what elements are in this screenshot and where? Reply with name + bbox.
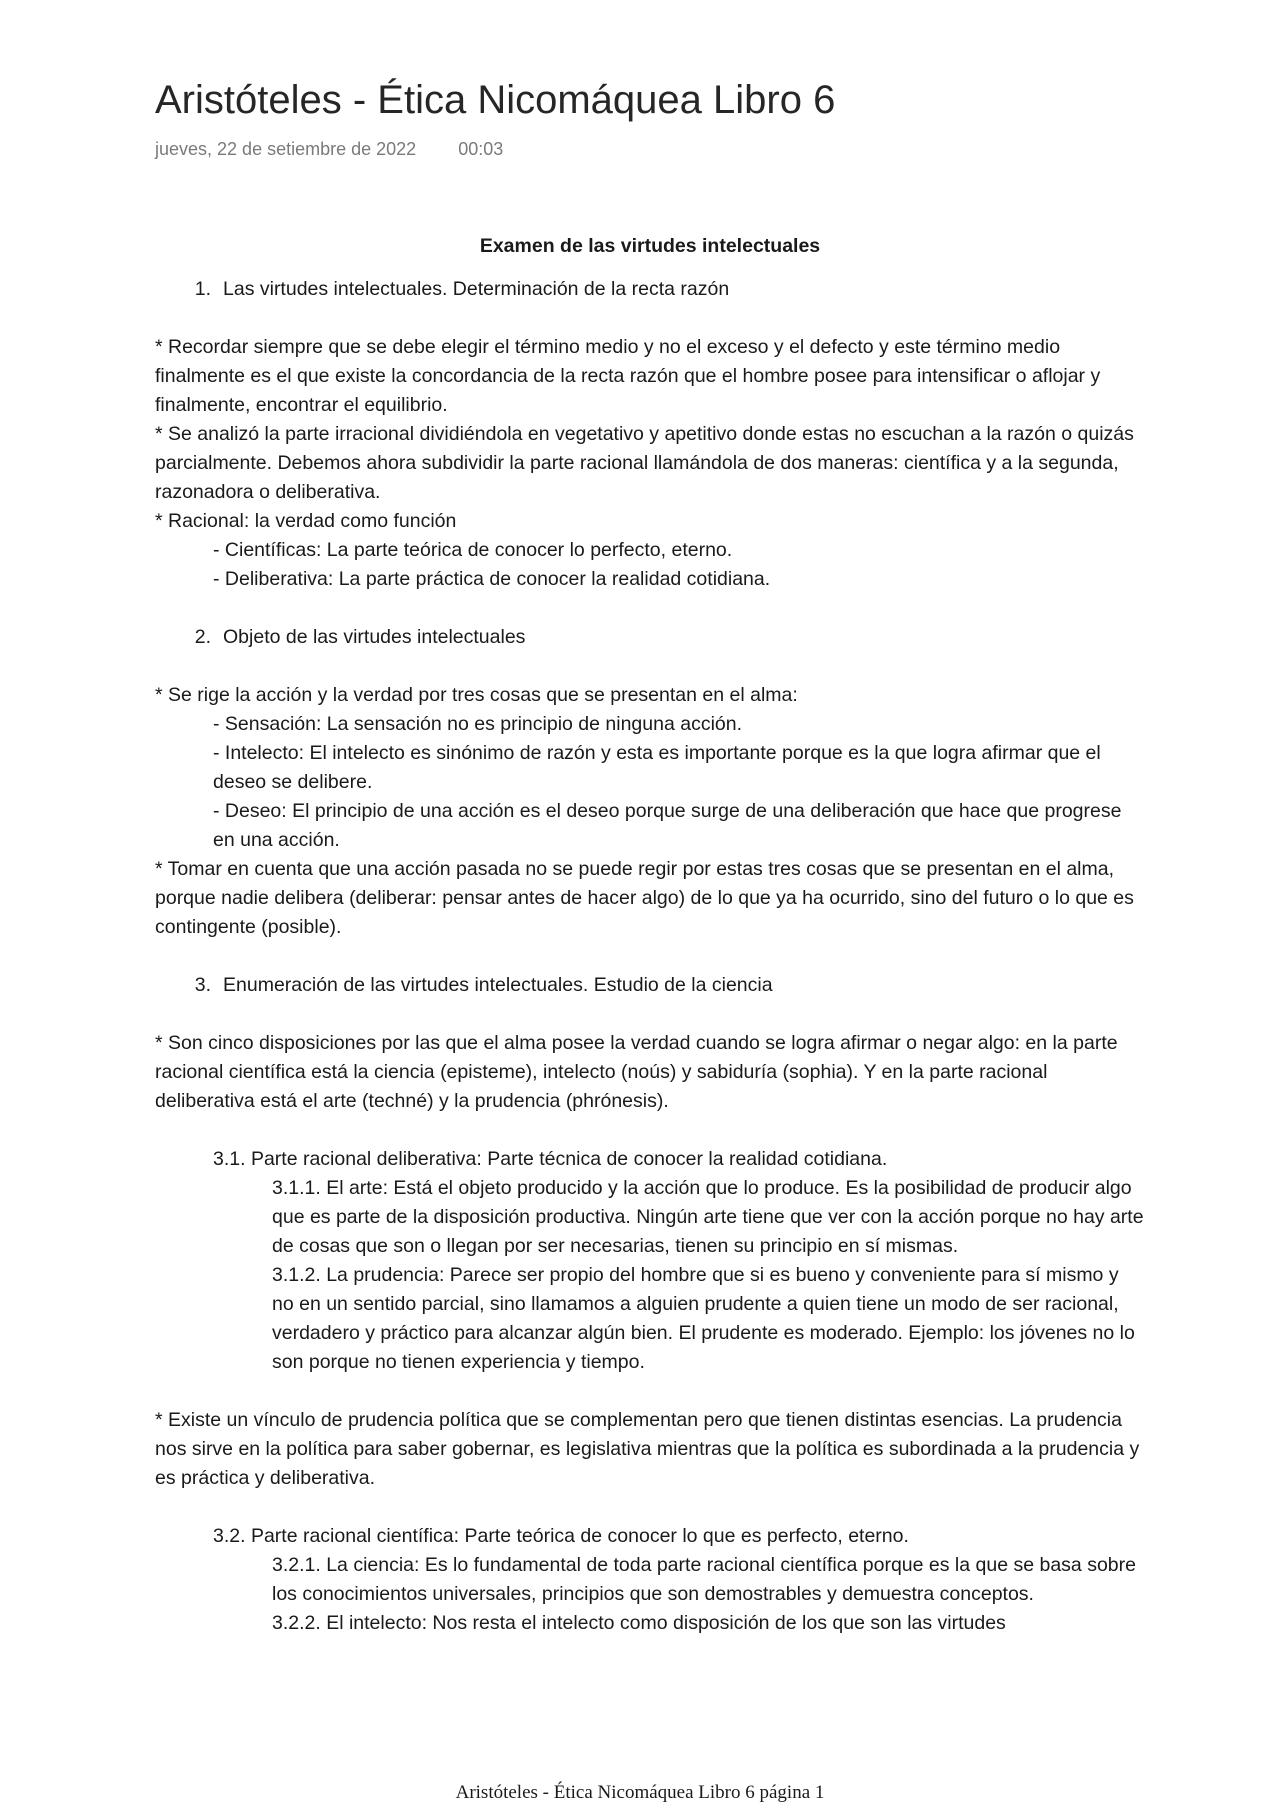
paragraph: * Tomar en cuenta que una acción pasada no se puede regir por estas tres cosas que se presentan en el alma, porque nadie delibera (deliberar: pensar antes de hacer algo) de lo que ya ha ocurrido, sino del futuro o lo que es contingente (posible).	[155, 858, 1134, 938]
page-footer: Aristóteles - Ética Nicomáquea Libro 6 página 1	[455, 1782, 825, 1803]
page-metadata	[155, 139, 503, 160]
paragraph: * Son cinco disposiciones por las que el alma posee la verdad cuando se logra afirmar o negar algo: en la parte racional científica está la ciencia (episteme), intelecto (noús) y sabiduría (sophia). Y en la parte racional deliberativa está el arte (techné) y la prudencia (phrónesis).	[155, 1032, 1118, 1112]
page-date: jueves, 22 de setiembre de 2022	[155, 139, 417, 159]
subsection-item: 3.2.2. El intelecto: Nos resta el intelecto como disposición de los que son las virtudes	[272, 1612, 1006, 1634]
subsection-item: 3.1.2. La prudencia: Parece ser propio del hombre que si es bueno y conveniente para sí mismo y no en un sentido parcial, sino llamamos a alguien prudente a quien tiene un modo de ser racional, verdadero y práctico para alcanzar algún bien. El prudente es moderado. Ejemplo: los jóvenes no lo son porque no tienen experiencia y tiempo.	[272, 1264, 1135, 1373]
paragraph: * Se rige la acción y la verdad por tres cosas que se presentan en el alma:	[155, 684, 798, 706]
paragraph: * Recordar siempre que se debe elegir el término medio y no el exceso y el defecto y este término medio finalmente es el que existe la concordancia de la recta razón que el hombre posee para intensificar o aflojar y finalmente, encontrar el equilibrio.	[155, 336, 1101, 416]
subsection-heading: 3.2. Parte racional científica: Parte teórica de conocer lo que es perfecto, eterno.	[213, 1525, 909, 1547]
page-time: 00:03	[458, 139, 504, 159]
sub-bullet: - Científicas: La parte teórica de conocer lo perfecto, eterno.	[213, 539, 733, 561]
note-body	[155, 232, 1145, 1638]
numbered-item-2	[155, 623, 1145, 652]
subsection-item: 3.2.1. La ciencia: Es lo fundamental de toda parte racional científica porque es la que se basa sobre los conocimientos universales, principios que son demostrables y demuestra conceptos.	[272, 1554, 1136, 1605]
section-heading: Examen de las virtudes intelectuales	[479, 235, 821, 257]
paragraph: * Existe un vínculo de prudencia política que se complementan pero que tienen distintas esencias. La prudencia nos sirve en la política para saber gobernar, es legislativa mientras que la política es subordinada a la prudencia y es práctica y deliberativa.	[155, 1409, 1140, 1489]
sub-bullet: - Deseo: El principio de una acción es el deseo porque surge de una deliberación que hace que progrese en una acción.	[213, 800, 1122, 851]
numbered-item-1	[155, 275, 1145, 304]
paragraph: * Se analizó la parte irracional dividiéndola en vegetativo y apetitivo donde estas no escuchan a la razón o quizás parcialmente. Debemos ahora subdividir la parte racional llamándola de dos maneras: científica y a la segunda, razonadora o deliberativa.	[155, 423, 1134, 503]
sub-bullet: - Intelecto: El intelecto es sinónimo de razón y esta es importante porque es la que logra afirmar que el deseo se delibere.	[213, 742, 1101, 793]
item-number: 1.	[194, 278, 211, 300]
paragraph: * Racional: la verdad como función	[155, 510, 457, 532]
item-title: Las virtudes intelectuales. Determinación de la recta razón	[223, 278, 730, 300]
subsection-item: 3.1.1. El arte: Está el objeto producido y la acción que lo produce. Es la posibilidad de producir algo que es parte de la disposición productiva. Ningún arte tiene que ver con la acción porque no hay arte de cosas que son o llegan por ser necesarias, tienen su principio en sí mismas.	[272, 1177, 1144, 1257]
sub-bullet: - Deliberativa: La parte práctica de conocer la realidad cotidiana.	[213, 568, 771, 590]
sub-bullet: - Sensación: La sensación no es principio de ninguna acción.	[213, 713, 743, 735]
item-title: Objeto de las virtudes intelectuales	[223, 626, 526, 648]
page-title: Aristóteles - Ética Nicomáquea Libro 6	[155, 78, 836, 122]
numbered-item-3	[155, 971, 1145, 1000]
subsection-heading: 3.1. Parte racional deliberativa: Parte técnica de conocer la realidad cotidiana.	[213, 1148, 888, 1170]
item-number: 3.	[194, 974, 211, 996]
item-number: 2.	[194, 626, 211, 648]
item-title: Enumeración de las virtudes intelectuales. Estudio de la ciencia	[223, 974, 773, 996]
